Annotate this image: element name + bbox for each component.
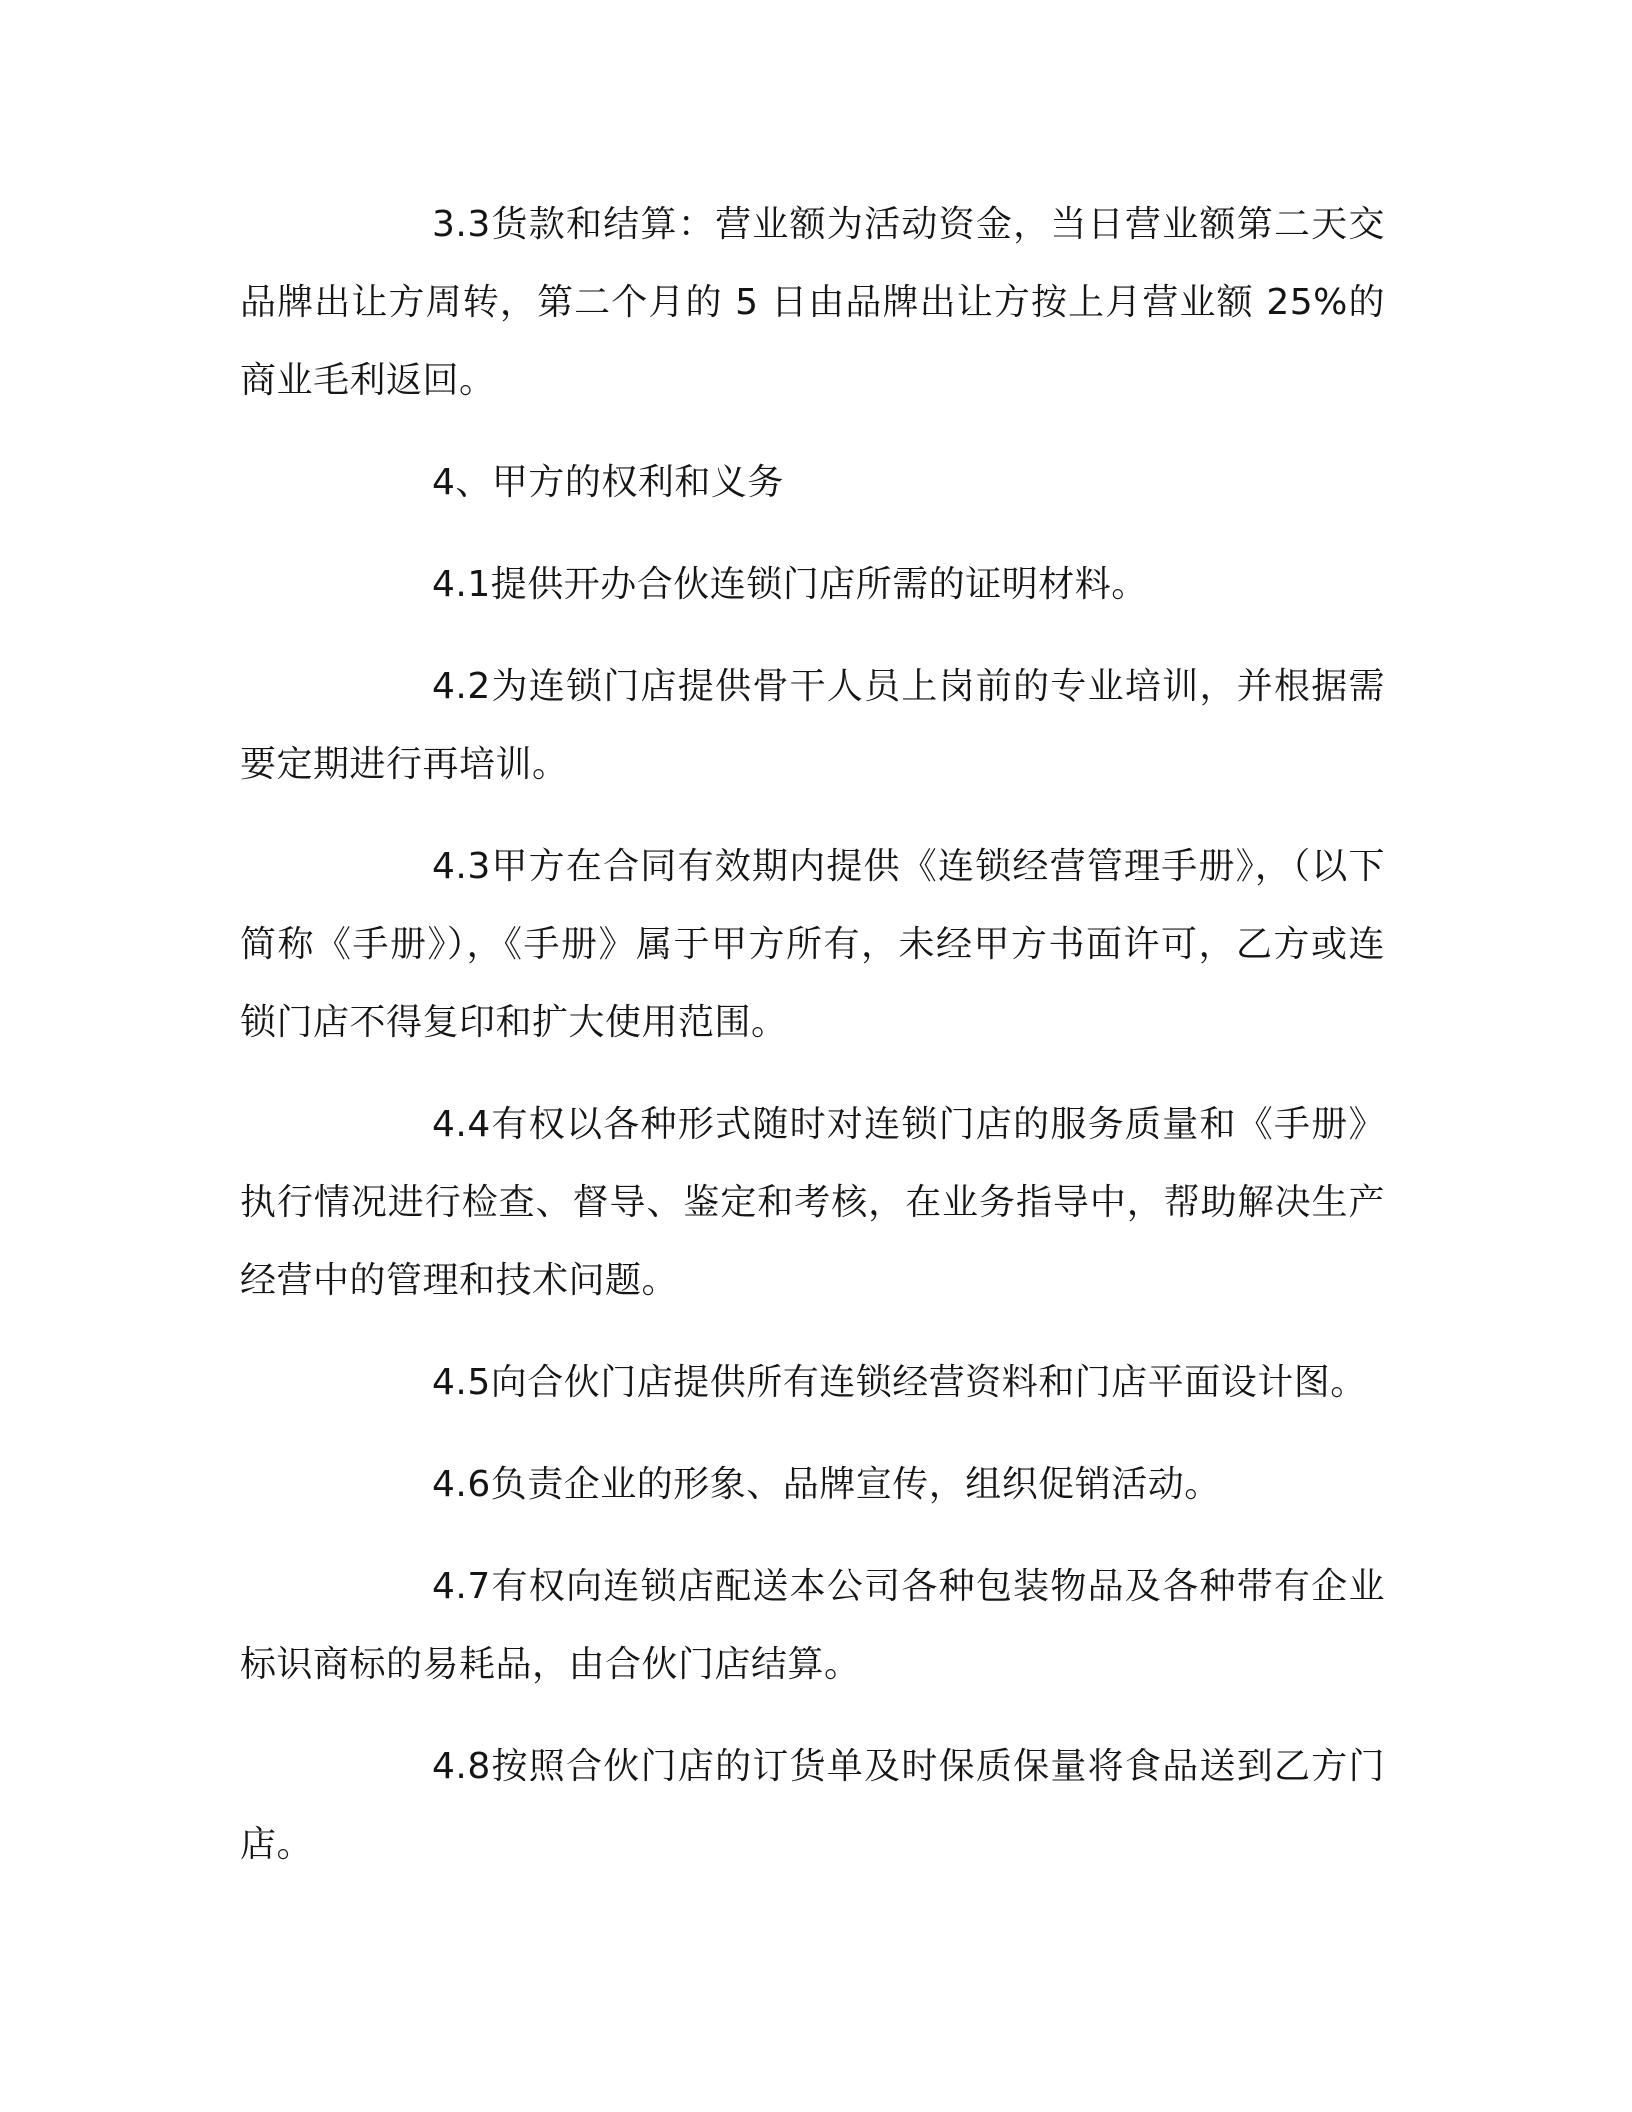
paragraph-4-4 [240,1086,1385,1320]
clause-text: 向合伙门店提供所有连锁经营资料和门店平面设计图。 [490,1362,1367,1403]
clause-number: 4.8 [432,1746,491,1787]
clause-text: 有权以各种形式随时对连锁门店的服务质量和《手册》执行情况进行检查、督导、鉴定和考核，在业务指导中，帮助解决生产经营中的管理和技术问题。 [240,1104,1385,1301]
clause-text: 有权向连锁店配送本公司各种包装物品及各种带有企业标识商标的易耗品，由合伙门店结算。 [240,1566,1385,1685]
clause-number: 4.7 [432,1566,491,1607]
paragraph-4-8 [240,1728,1385,1884]
paragraph-4-3 [240,828,1385,1062]
paragraph-4-1 [240,546,1385,624]
paragraph-4-2 [240,648,1385,804]
clause-text: 货款和结算：营业额为活动资金，当日营业额第二天交品牌出让方周转，第二个月的 5 日由品牌出让方按上月营业额 25%的商业毛利返回。 [240,204,1385,401]
paragraph-3-3 [240,186,1385,420]
clause-text: 负责企业的形象、品牌宣传，组织促销活动。 [490,1464,1221,1505]
clause-number: 4.5 [432,1362,491,1403]
paragraph-4-6 [240,1446,1385,1524]
clause-number: 4.1 [432,564,491,605]
clause-number: 4.3 [432,846,491,887]
clause-text: 提供开办合伙连锁门店所需的证明材料。 [490,564,1148,605]
clause-number: 4.2 [432,666,491,707]
clause-number: 4.4 [432,1104,491,1145]
section-number: 4、 [432,462,492,503]
clause-number: 4.6 [432,1464,491,1505]
document-body [240,186,1385,1908]
clause-text: 为连锁门店提供骨干人员上岗前的专业培训，并根据需要定期进行再培训。 [240,666,1385,785]
section-title: 甲方的权利和义务 [491,462,784,503]
paragraph-4-7 [240,1548,1385,1704]
clause-text: 甲方在合同有效期内提供《连锁经营管理手册》，（以下简称《手册》），《手册》属于甲方所有，未经甲方书面许可，乙方或连锁门店不得复印和扩大使用范围。 [240,846,1385,1043]
clause-text: 按照合伙门店的订货单及时保质保量将食品送到乙方门店。 [240,1746,1385,1865]
clause-number: 3.3 [432,204,491,245]
section-heading-4 [240,444,1385,522]
paragraph-4-5 [240,1344,1385,1422]
